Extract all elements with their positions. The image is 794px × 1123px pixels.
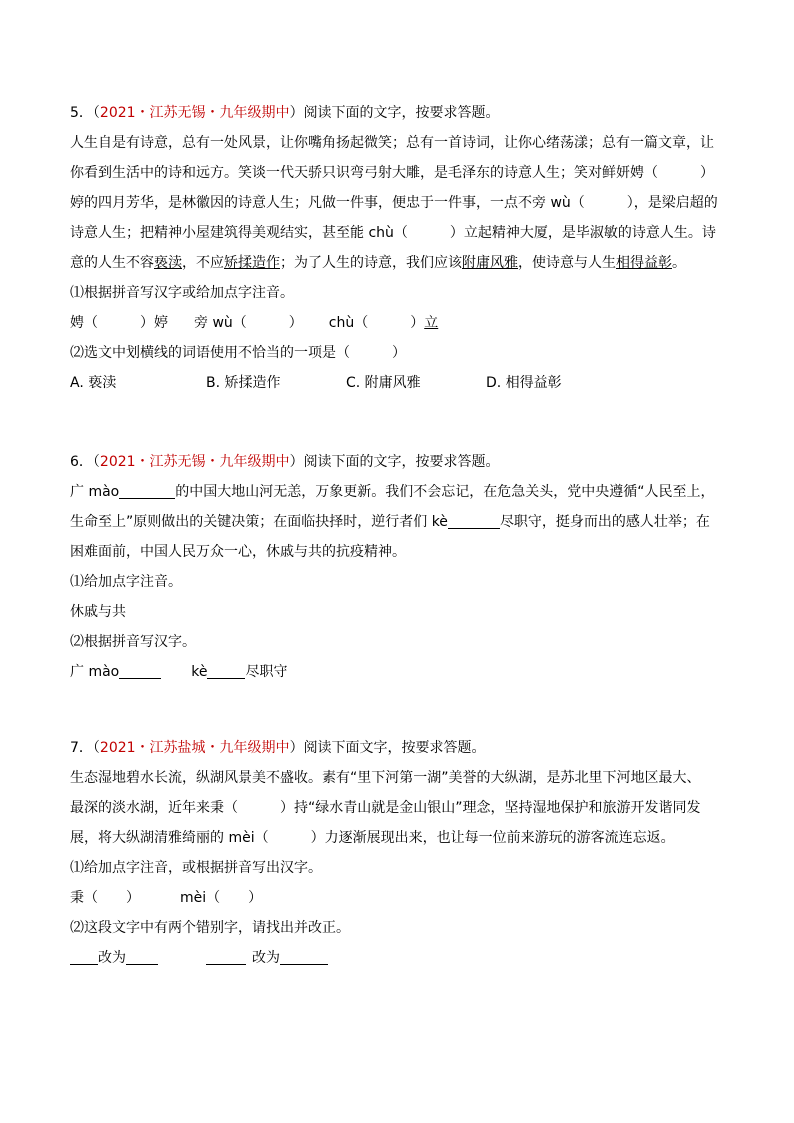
- question-source: 2021・江苏无锡・九年级期中: [99, 105, 290, 121]
- option-d: D. 相得益彰: [486, 375, 562, 391]
- passage-text: ，不应: [182, 255, 224, 271]
- answer-blank[interactable]: [280, 948, 328, 965]
- passage-line: 最深的淡水湖，近年来秉（ ）持“绿水青山就是金山银山”理念，坚持湿地保护和旅游开发谐同发: [70, 800, 701, 816]
- source-bracket: （: [92, 454, 100, 470]
- source-bracket: ）: [289, 740, 304, 756]
- answer-row: [70, 943, 730, 973]
- question-instruction: 阅读下面的文字，按要求答题。: [303, 105, 500, 121]
- source-bracket: （: [92, 740, 100, 756]
- passage-text: ；为了人生的诗意，我们应该: [280, 255, 462, 271]
- answer-blank[interactable]: [70, 948, 98, 965]
- sub-question: ⑵这段文字中有两个错别字，请找出并改正。: [70, 920, 350, 936]
- options-row: [70, 368, 730, 398]
- passage-text: 的中国大地山河无恙，万象更新。我们不会忘记，在危急关头，党中央遵循“人民至上，: [175, 484, 715, 500]
- question-5: [70, 98, 730, 398]
- fill-item: chù（ ）: [328, 315, 425, 331]
- passage-text: ，使诗意与人生: [518, 255, 616, 271]
- question-6: [70, 447, 730, 687]
- question-header: [70, 98, 730, 128]
- fill-item: 娉（ ）婷: [70, 315, 168, 331]
- passage-line: 诗意人生；把精神小屋建筑得美观结实，甚至能 chù（ ）立起精神大厦，是毕淑敏的诗意人生。诗: [70, 225, 716, 241]
- fill-item: 改为: [98, 950, 126, 966]
- question-instruction: 阅读下面文字，按要求答题。: [303, 740, 486, 756]
- question-header: [70, 447, 730, 477]
- underlined-word: 亵渎: [154, 255, 182, 271]
- passage-text: 。: [672, 255, 686, 271]
- option-b: B. 矫揉造作: [206, 375, 281, 391]
- passage-line: 生态湿地碧水长流，纵湖风景美不盛收。素有“里下河第一湖”美誉的大纵湖，是苏北里下河地区最大、: [70, 770, 701, 786]
- fill-item-underlined: 立: [424, 315, 439, 331]
- source-bracket: （: [92, 105, 100, 121]
- passage-line: 婷的四月芳华，是林徽因的诗意人生；凡做一件事，便忠于一件事，一点不旁 wù（ ），是梁启超的: [70, 195, 718, 211]
- option-a: A. 亵渎: [70, 375, 117, 391]
- passage-text: 尽职守，挺身而出的感人壮举；在: [499, 514, 710, 530]
- fill-item: 广 mào: [70, 664, 120, 680]
- option-c: C. 附庸风雅: [346, 375, 421, 391]
- sub-question: ⑴给加点字注音，或根据拼音写出汉字。: [70, 860, 322, 876]
- question-header: [70, 733, 730, 763]
- question-number: 6．: [70, 454, 93, 470]
- word-item: 休戚与共: [70, 604, 126, 620]
- sub-question: ⑵选文中划横线的词语使用不恰当的一项是（ ）: [70, 345, 406, 361]
- answer-blank[interactable]: [119, 482, 175, 499]
- underlined-word: 相得益彰: [616, 255, 672, 271]
- passage-line: 你看到生活中的诗和远方。笑谈一代天骄只识弯弓射大雕，是毛泽东的诗意人生；笑对鲜妍娉（ ）: [70, 165, 714, 181]
- question-7: [70, 733, 730, 973]
- question-number: 5．: [70, 105, 93, 121]
- underlined-word: 矫揉造作: [224, 255, 280, 271]
- fill-item: 改为: [252, 950, 280, 966]
- answer-blank[interactable]: [207, 662, 245, 679]
- sub-question: ⑴给加点字注音。: [70, 574, 182, 590]
- passage-line: [70, 507, 730, 537]
- passage-text: 意的人生不容: [70, 255, 154, 271]
- question-instruction: 阅读下面的文字，按要求答题。: [303, 454, 500, 470]
- answer-blank[interactable]: [126, 948, 158, 965]
- passage-text: 生命至上”原则做出的关键决策；在面临抉择时，逆行者们 kè: [70, 514, 448, 530]
- answer-row: [70, 308, 730, 338]
- answer-row: [70, 657, 730, 687]
- fill-item: mèi（ ）: [180, 890, 263, 906]
- sub-question: ⑴根据拼音写汉字或给加点字注音。: [70, 285, 294, 301]
- passage-line: [70, 477, 730, 507]
- passage-line: [70, 248, 730, 278]
- question-number: 7．: [70, 740, 93, 756]
- answer-blank[interactable]: [448, 512, 500, 529]
- passage-line: 展，将大纵湖清雅绮丽的 mèi（ ）力逐渐展现出来，也让每一位前来游玩的游客流连忘返。: [70, 830, 675, 846]
- fill-item: 尽职守: [245, 664, 288, 680]
- source-bracket: ）: [289, 454, 304, 470]
- fill-item: kè: [191, 664, 208, 680]
- passage-text: 广 mào: [70, 484, 120, 500]
- underlined-word: 附庸风雅: [462, 255, 518, 271]
- answer-blank[interactable]: [206, 948, 246, 965]
- sub-question: ⑵根据拼音写汉字。: [70, 634, 196, 650]
- answer-row: [70, 883, 730, 913]
- answer-blank[interactable]: [119, 662, 161, 679]
- question-source: 2021・江苏无锡・九年级期中: [99, 454, 290, 470]
- question-source: 2021・江苏盐城・九年级期中: [99, 740, 290, 756]
- source-bracket: ）: [289, 105, 304, 121]
- passage-line: 困难面前，中国人民万众一心，休戚与共的抗疫精神。: [70, 544, 406, 560]
- passage-line: 人生自是有诗意，总有一处风景，让你嘴角扬起微笑；总有一首诗词，让你心绪荡漾；总有一篇文章，让: [70, 135, 714, 151]
- fill-item: 秉（ ）: [70, 890, 140, 906]
- fill-item: 旁 wù（ ）: [194, 315, 303, 331]
